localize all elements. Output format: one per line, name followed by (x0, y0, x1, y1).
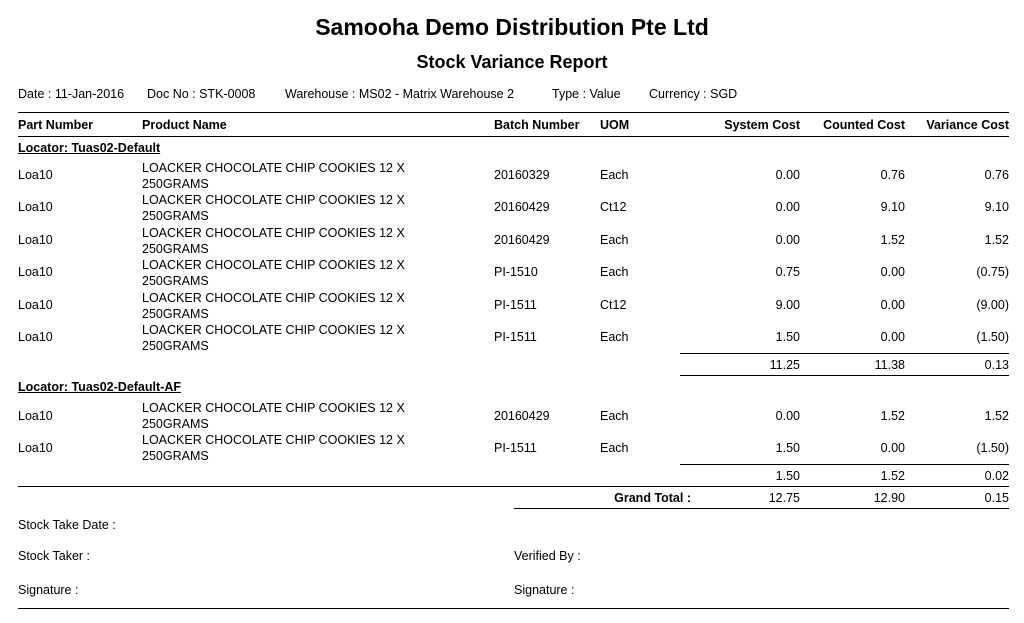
uom: Each (600, 409, 629, 423)
signature-right-label: Signature : (514, 583, 575, 597)
batch-number: PI-1511 (494, 298, 537, 312)
system-cost: 9.00 (775, 298, 800, 312)
subtotal-top-rule (680, 464, 1009, 465)
system-cost: 0.00 (775, 409, 800, 423)
subtotal-bottom-rule (680, 375, 1009, 376)
stock-taker-label: Stock Taker : (18, 549, 91, 563)
subtotal-variance-cost: 0.13 (984, 358, 1009, 372)
report-type: Type : Value (552, 87, 621, 101)
grand-total-variance-cost: 0.15 (984, 491, 1009, 505)
verified-by-label: Verified By : (514, 549, 581, 563)
batch-number: PI-1511 (494, 330, 537, 344)
company-name: Samooha Demo Distribution Pte Ltd (315, 14, 709, 40)
product-name: LOACKER CHOCOLATE CHIP COOKIES 12 X 250GRAMS (142, 323, 405, 353)
variance-cost: 1.52 (984, 409, 1009, 423)
product-name: LOACKER CHOCOLATE CHIP COOKIES 12 X 250GRAMS (142, 226, 405, 256)
part-number: Loa10 (18, 233, 53, 247)
header-top-rule (18, 112, 1009, 113)
product-name: LOACKER CHOCOLATE CHIP COOKIES 12 X 250GRAMS (142, 291, 405, 321)
batch-number: 20160429 (494, 233, 550, 247)
product-name: LOACKER CHOCOLATE CHIP COOKIES 12 X 250GRAMS (142, 258, 405, 288)
uom: Each (600, 441, 629, 455)
report-title: Stock Variance Report (416, 52, 608, 72)
footer-rule (18, 608, 1009, 609)
product-name: LOACKER CHOCOLATE CHIP COOKIES 12 X 250GRAMS (142, 193, 405, 223)
batch-number: PI-1511 (494, 441, 537, 455)
counted-cost: 0.00 (880, 265, 905, 279)
report-date: Date : 11-Jan-2016 (18, 87, 125, 101)
product-name: LOACKER CHOCOLATE CHIP COOKIES 12 X 250GRAMS (142, 433, 405, 463)
uom: Ct12 (600, 200, 627, 214)
system-cost: 0.00 (775, 168, 800, 182)
system-cost: 1.50 (775, 330, 800, 344)
grand-total-system-cost: 12.75 (768, 491, 800, 505)
col-part-number: Part Number (18, 118, 94, 132)
col-system-cost: System Cost (724, 118, 800, 132)
uom: Ct12 (600, 298, 627, 312)
product-name: LOACKER CHOCOLATE CHIP COOKIES 12 X 250GRAMS (142, 401, 405, 431)
variance-cost: (9.00) (976, 298, 1009, 312)
batch-number: 20160429 (494, 409, 550, 423)
col-batch-number: Batch Number (494, 118, 580, 132)
batch-number: PI-1510 (494, 265, 538, 279)
subtotal-counted-cost: 1.52 (880, 469, 905, 483)
part-number: Loa10 (18, 298, 53, 312)
currency: Currency : SGD (649, 87, 738, 101)
uom: Each (600, 233, 629, 247)
variance-cost: (0.75) (976, 265, 1009, 279)
col-variance-cost: Variance Cost (926, 118, 1009, 132)
signature-left-label: Signature : (18, 583, 79, 597)
subtotal-top-rule (680, 353, 1009, 354)
variance-cost: (1.50) (976, 441, 1009, 455)
part-number: Loa10 (18, 409, 53, 423)
uom: Each (600, 168, 629, 182)
variance-cost: 9.10 (984, 200, 1009, 214)
locator-heading: Locator: Tuas02-Default (18, 141, 161, 155)
subtotal-system-cost: 11.25 (769, 358, 800, 372)
counted-cost: 1.52 (880, 233, 905, 247)
col-counted-cost: Counted Cost (823, 118, 905, 132)
stock-take-date-label: Stock Take Date : (18, 518, 116, 532)
locator-heading: Locator: Tuas02-Default-AF (18, 380, 181, 394)
counted-cost: 0.00 (880, 298, 905, 312)
grand-total-top-rule (18, 486, 1009, 487)
variance-cost: 0.76 (984, 168, 1009, 182)
uom: Each (600, 330, 629, 344)
counted-cost: 0.00 (880, 441, 905, 455)
col-product-name: Product Name (142, 118, 227, 132)
part-number: Loa10 (18, 265, 53, 279)
grand-total-bottom-rule (514, 508, 1009, 509)
variance-cost: 1.52 (984, 233, 1009, 247)
subtotal-system-cost: 1.50 (775, 469, 800, 483)
part-number: Loa10 (18, 200, 53, 214)
subtotal-counted-cost: 11.38 (874, 358, 905, 372)
part-number: Loa10 (18, 168, 53, 182)
part-number: Loa10 (18, 330, 53, 344)
variance-cost: (1.50) (976, 330, 1009, 344)
counted-cost: 1.52 (880, 409, 905, 423)
system-cost: 0.00 (775, 200, 800, 214)
product-name: LOACKER CHOCOLATE CHIP COOKIES 12 X 250GRAMS (142, 161, 405, 191)
system-cost: 0.00 (775, 233, 800, 247)
grand-total-label: Grand Total : (614, 491, 691, 505)
system-cost: 0.75 (775, 265, 800, 279)
counted-cost: 0.00 (880, 330, 905, 344)
header-bottom-rule (18, 136, 1009, 137)
uom: Each (600, 265, 629, 279)
counted-cost: 9.10 (880, 200, 905, 214)
counted-cost: 0.76 (880, 168, 905, 182)
batch-number: 20160329 (494, 168, 550, 182)
part-number: Loa10 (18, 441, 53, 455)
col-uom: UOM (600, 118, 630, 132)
batch-number: 20160429 (494, 200, 550, 214)
doc-number: Doc No : STK-0008 (147, 87, 256, 101)
warehouse: Warehouse : MS02 - Matrix Warehouse 2 (285, 87, 515, 101)
system-cost: 1.50 (775, 441, 800, 455)
grand-total-counted-cost: 12.90 (873, 491, 905, 505)
subtotal-variance-cost: 0.02 (984, 469, 1009, 483)
